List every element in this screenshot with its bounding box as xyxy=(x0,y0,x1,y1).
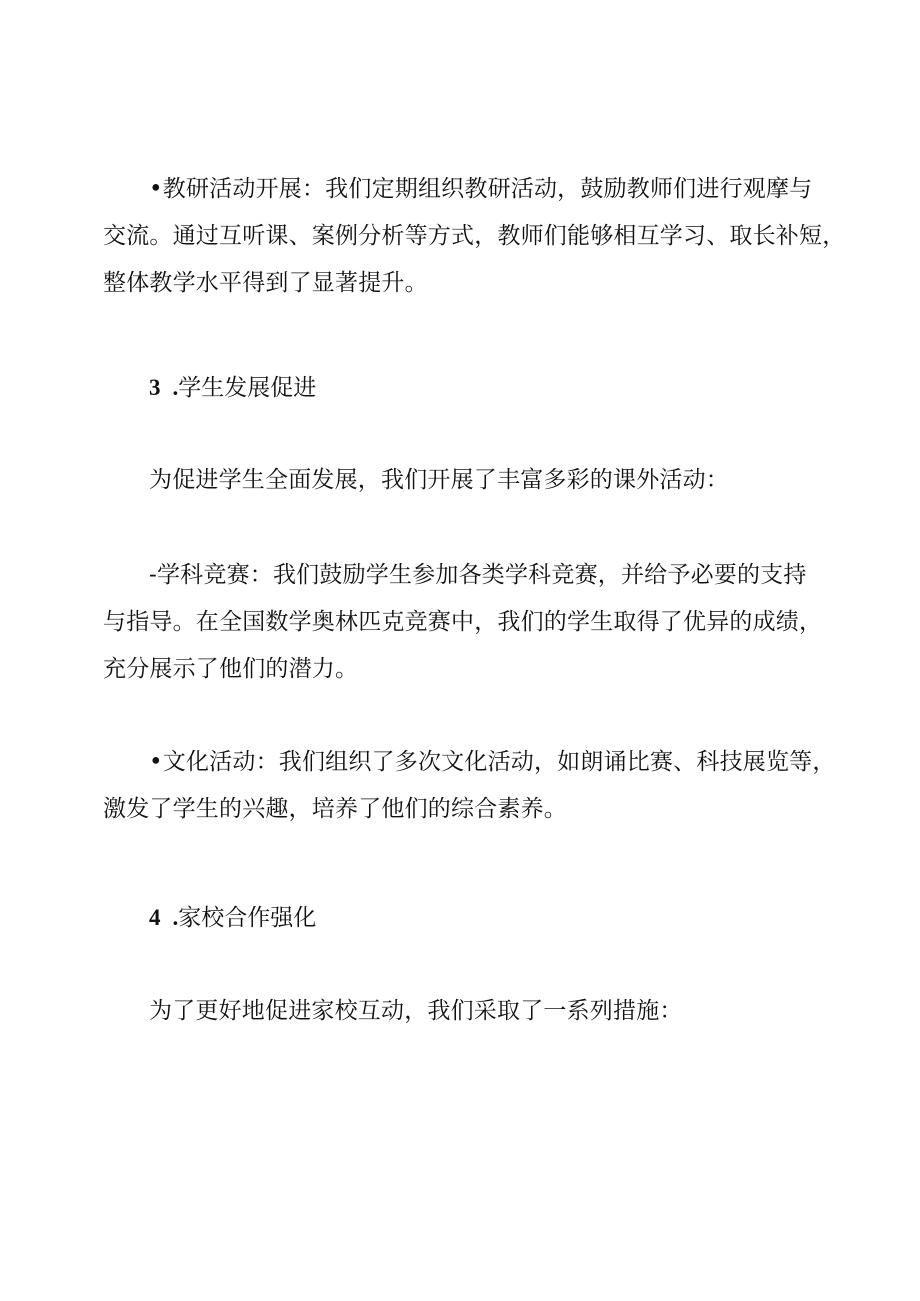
section-title: 学生发展促进 xyxy=(178,375,317,401)
paragraph-cultural-activities xyxy=(103,739,838,833)
paragraph-line: -学科竞赛：我们鼓励学生参加各类学科竞赛，并给予必要的支持 xyxy=(149,562,807,588)
paragraph-line: 整体教学水平得到了显著提升。 xyxy=(103,270,428,296)
paragraph-subject-competition xyxy=(103,552,838,693)
section-number: 4 xyxy=(149,905,161,930)
paragraph-line: 充分展示了他们的潜力。 xyxy=(103,656,359,682)
paragraph-line: •文化活动：我们组织了多次文化活动，如朗诵比赛、科技展览等， xyxy=(149,749,836,775)
section-separator: . xyxy=(172,375,179,400)
paragraph-line: 交流。通过互听课、案例分析等方式，教师们能够相互学习、取长补短， xyxy=(103,223,846,249)
section-heading-3 xyxy=(149,364,316,412)
paragraph-line: 激发了学生的兴趣，培养了他们的综合素养。 xyxy=(103,796,567,822)
paragraph-student-development-intro xyxy=(103,457,838,504)
paragraph-line: 与指导。在全国数学奥林匹克竞赛中，我们的学生取得了优异的成绩， xyxy=(103,609,823,635)
section-heading-4 xyxy=(149,894,316,942)
section-separator: . xyxy=(172,905,179,930)
paragraph-teaching-research xyxy=(103,166,846,307)
section-number: 3 xyxy=(149,375,161,400)
paragraph-line: 为了更好地促进家校互动，我们采取了一系列措施： xyxy=(149,998,683,1024)
paragraph-line: •教研活动开展：我们定期组织教研活动，鼓励教师们进行观摩与 xyxy=(149,176,813,202)
paragraph-home-school-intro xyxy=(103,988,838,1035)
section-title: 家校合作强化 xyxy=(178,905,317,931)
paragraph-line: 为促进学生全面发展，我们开展了丰富多彩的课外活动： xyxy=(149,467,729,493)
